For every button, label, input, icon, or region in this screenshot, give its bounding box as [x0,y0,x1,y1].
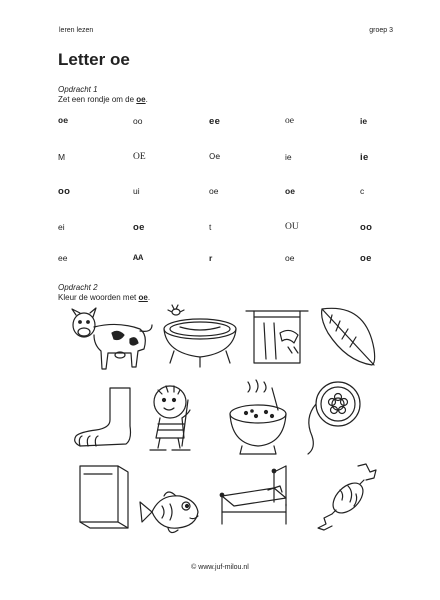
towel-icon[interactable] [244,303,310,373]
letter-cell[interactable]: oe [360,253,372,264]
book-icon[interactable] [76,462,134,532]
boy-icon[interactable] [146,380,208,456]
letter-cell[interactable]: oe [58,116,69,126]
yoyo-icon[interactable] [298,378,364,458]
bed-icon[interactable] [214,462,294,532]
fish-icon[interactable] [138,484,204,540]
letter-cell[interactable]: c [360,186,365,196]
letter-cell[interactable]: oe [285,253,295,263]
letter-cell[interactable]: ie [360,152,369,163]
letter-cell[interactable]: AA [133,253,144,263]
letter-cell[interactable]: oe [209,186,219,196]
letter-cell[interactable]: oe [133,222,145,233]
task2-instruction [58,293,150,302]
footer-credit[interactable]: © www.juf-milou.nl [191,564,249,571]
letter-cell[interactable]: oo [133,116,143,126]
header-left: leren lezen [59,27,94,34]
header-right: groep 3 [369,27,393,34]
task1-instruction-text: Zet een rondje om de [58,95,137,104]
letter-cell[interactable]: OE [133,152,146,162]
letter-cell[interactable]: oo [360,222,373,233]
letter-cell[interactable]: oo [58,186,71,197]
letter-cell[interactable]: ie [285,152,292,162]
task1-instruction-end: . [145,95,148,104]
letter-cell[interactable]: r [209,253,213,263]
task2-instruction-text: Kleur de woorden met [58,293,139,302]
letter-cell[interactable]: M [58,152,66,162]
bowl-icon[interactable] [160,303,240,373]
feather-icon[interactable] [316,303,378,369]
soup-icon[interactable] [226,378,290,458]
letter-cell[interactable]: t [209,222,212,232]
cow-icon[interactable] [68,305,156,375]
task2-label: Opdracht 2 [58,283,98,292]
letter-cell[interactable]: ee [58,253,68,263]
page-title: Letter oe [58,50,130,69]
letter-cell[interactable]: OU [285,222,299,232]
letter-cell[interactable]: ie [360,116,368,126]
foot-icon[interactable] [70,384,142,454]
letter-cell[interactable]: Oe [209,152,221,161]
candy-icon[interactable] [314,462,380,532]
task1-instruction-bold: oe [136,95,146,104]
letter-cell[interactable]: oe [285,116,294,126]
task1-label: Opdracht 1 [58,85,98,94]
task2-instruction-end: . [147,293,151,302]
letter-cell[interactable]: ei [58,222,65,232]
letter-cell[interactable]: ee [209,116,221,127]
task2-instruction-bold: oe [138,293,148,302]
letter-cell[interactable]: oe [285,186,295,196]
letter-cell[interactable]: ui [133,186,140,196]
